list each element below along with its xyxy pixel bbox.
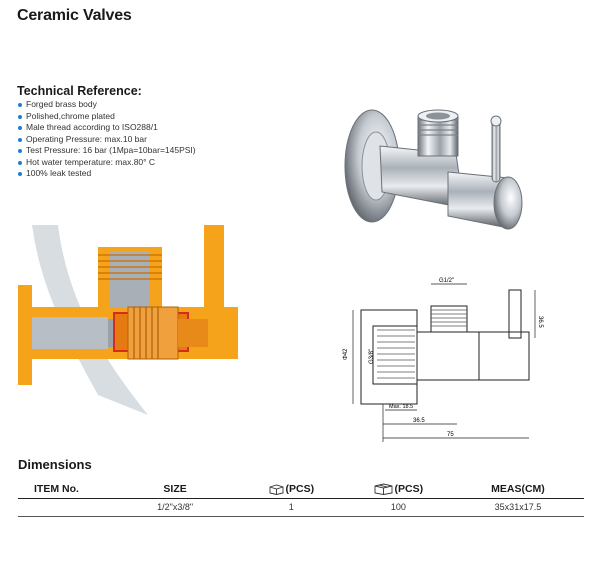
valve-cutaway-diagram [18, 225, 268, 415]
list-item: Operating Pressure: max.10 bar [17, 134, 196, 146]
height-right-label: 36.5 [537, 316, 543, 328]
cell-item [18, 499, 112, 517]
dimensions-heading: Dimensions [18, 457, 92, 472]
page-title: Ceramic Valves [17, 7, 132, 24]
list-item: Test Pressure: 16 bar (1Mpa=10bar=145PSI) [17, 145, 196, 157]
diameter-left-label: Φ42 [343, 348, 349, 360]
valve-product-photo [336, 88, 536, 256]
box-open-icon [269, 484, 284, 495]
technical-reference-heading: Technical Reference: [17, 84, 142, 98]
col-size: SIZE [112, 481, 238, 499]
cell-pcs-inner: 1 [238, 499, 345, 517]
col-meas: MEAS(CM) [452, 481, 584, 499]
valve-dimension-drawing [343, 276, 549, 448]
list-item: Forged brass body [17, 99, 196, 111]
dim-total-label: 75 [447, 432, 454, 438]
top-thread-label: G1/2" [439, 278, 455, 284]
cell-meas: 35x31x17.5 [452, 499, 584, 517]
list-item: Hot water temperature: max.80° C [17, 157, 196, 169]
max-depth-label: Max. 18.5 [389, 404, 414, 410]
box-closed-icon [374, 483, 393, 495]
dim-mid-label: 36.5 [413, 418, 425, 424]
col-item: ITEM No. [18, 481, 112, 499]
cell-size: 1/2"x3/8" [112, 499, 238, 517]
list-item: Polished,chrome plated [17, 111, 196, 123]
table-row [18, 499, 584, 517]
col-pcs-outer [345, 481, 452, 499]
dimensions-table [18, 481, 584, 517]
col-pcs-outer-label: (PCS) [394, 483, 424, 495]
table-header-row [18, 481, 584, 499]
list-item: 100% leak tested [17, 168, 196, 180]
cell-pcs-outer: 100 [345, 499, 452, 517]
col-pcs-inner [238, 481, 345, 499]
list-item: Male thread according to ISO288/1 [17, 122, 196, 134]
technical-reference-list [17, 99, 196, 180]
inner-thread-label: G3/8" [369, 348, 375, 364]
col-pcs-inner-label: (PCS) [285, 483, 315, 496]
